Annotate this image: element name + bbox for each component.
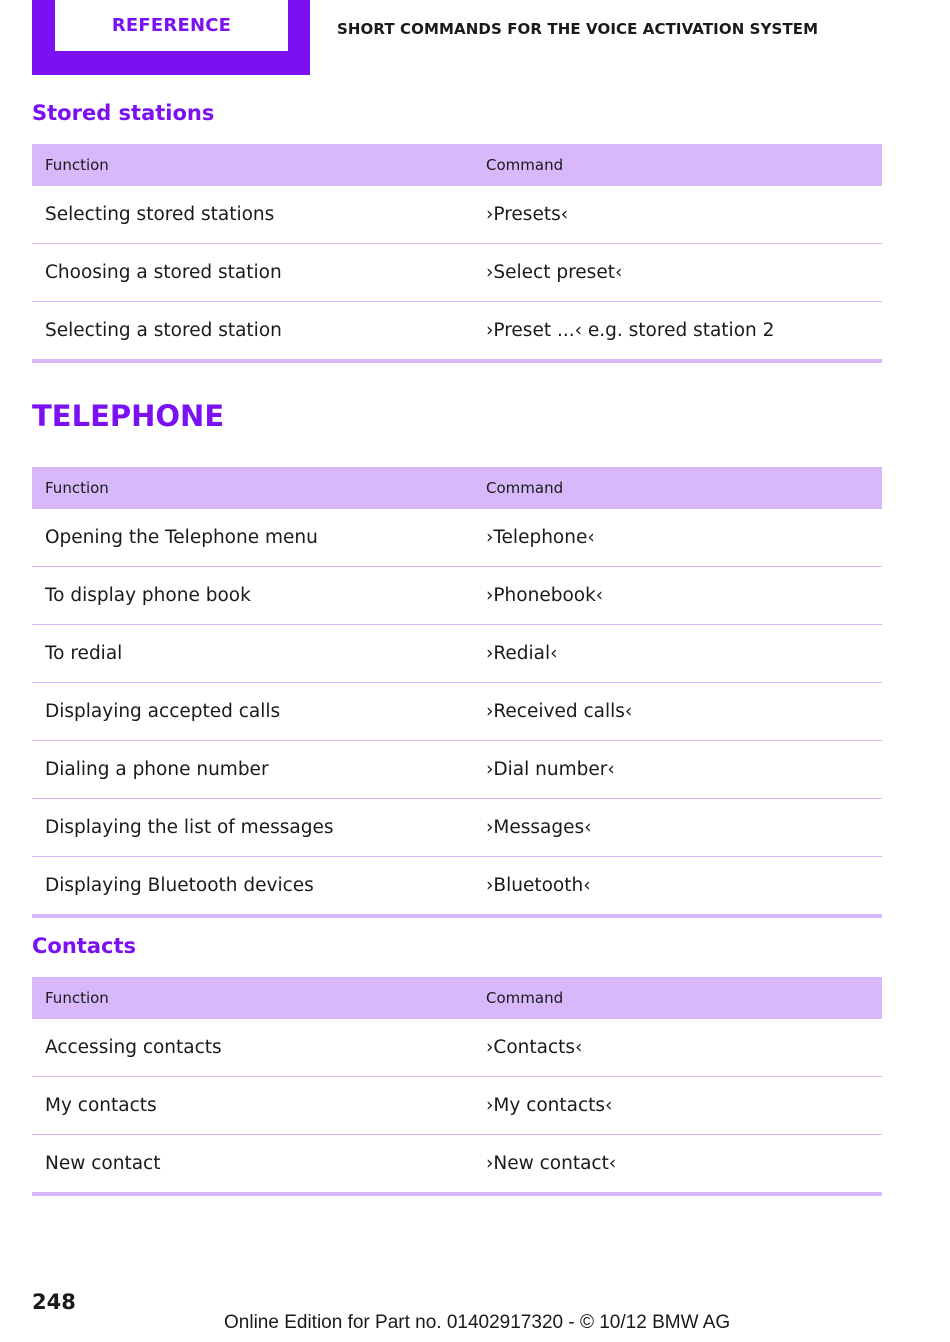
function-cell: Displaying Bluetooth devices	[45, 875, 314, 896]
contacts-table	[32, 977, 882, 1196]
table-row	[32, 1019, 882, 1077]
command-cell: ›Select preset‹	[486, 262, 623, 283]
function-cell: New contact	[45, 1153, 161, 1174]
table-row	[32, 683, 882, 741]
command-cell: ›Dial number‹	[486, 759, 615, 780]
table-header	[32, 467, 882, 509]
command-cell: ›Contacts‹	[486, 1037, 583, 1058]
table-row	[32, 1077, 882, 1135]
edition-footer: Online Edition for Part no. 01402917320 - © 10/12 BMW AG	[224, 1312, 731, 1333]
command-cell: ›Phonebook‹	[486, 585, 604, 606]
command-cell: ›New contact‹	[486, 1153, 617, 1174]
command-cell: ›Received calls‹	[486, 701, 633, 722]
function-cell: Opening the Telephone menu	[45, 527, 318, 548]
table-row	[32, 302, 882, 359]
function-cell: To redial	[45, 643, 123, 664]
column-header-command: Command	[486, 989, 564, 1007]
command-cell: ›Presets‹	[486, 204, 569, 225]
function-cell: To display phone book	[45, 585, 251, 606]
column-header-function: Function	[45, 156, 109, 174]
telephone-table	[32, 467, 882, 918]
table-header	[32, 144, 882, 186]
table-row	[32, 567, 882, 625]
stored-stations-table	[32, 144, 882, 363]
page-number: 248	[32, 1290, 76, 1314]
command-cell: ›My contacts‹	[486, 1095, 613, 1116]
table-row	[32, 244, 882, 302]
column-header-function: Function	[45, 989, 109, 1007]
command-cell: ›Telephone‹	[486, 527, 595, 548]
table-row	[32, 857, 882, 914]
column-header-command: Command	[486, 156, 564, 174]
function-cell: Selecting a stored station	[45, 320, 282, 341]
reference-tab-label: REFERENCE	[55, 0, 288, 51]
command-cell: ›Messages‹	[486, 817, 592, 838]
function-cell: Dialing a phone number	[45, 759, 269, 780]
column-header-command: Command	[486, 479, 564, 497]
function-cell: Accessing contacts	[45, 1037, 222, 1058]
command-cell: ›Redial‹	[486, 643, 558, 664]
command-cell: ›Bluetooth‹	[486, 875, 591, 896]
column-header-function: Function	[45, 479, 109, 497]
function-cell: Displaying accepted calls	[45, 701, 281, 722]
table-row	[32, 186, 882, 244]
function-cell: Selecting stored stations	[45, 204, 275, 225]
table-row	[32, 741, 882, 799]
function-cell: My contacts	[45, 1095, 157, 1116]
table-row	[32, 509, 882, 567]
function-cell: Choosing a stored station	[45, 262, 282, 283]
page-header-title: SHORT COMMANDS FOR THE VOICE ACTIVATION SYSTEM	[337, 20, 819, 38]
command-cell: ›Preset ...‹ e.g. stored station 2	[486, 320, 775, 341]
function-cell: Displaying the list of messages	[45, 817, 334, 838]
table-row	[32, 799, 882, 857]
telephone-heading: TELEPHONE	[32, 399, 225, 433]
contacts-heading: Contacts	[32, 934, 136, 958]
stored-stations-heading: Stored stations	[32, 101, 215, 125]
table-row	[32, 625, 882, 683]
table-row	[32, 1135, 882, 1192]
reference-tab	[32, 0, 310, 75]
table-header	[32, 977, 882, 1019]
